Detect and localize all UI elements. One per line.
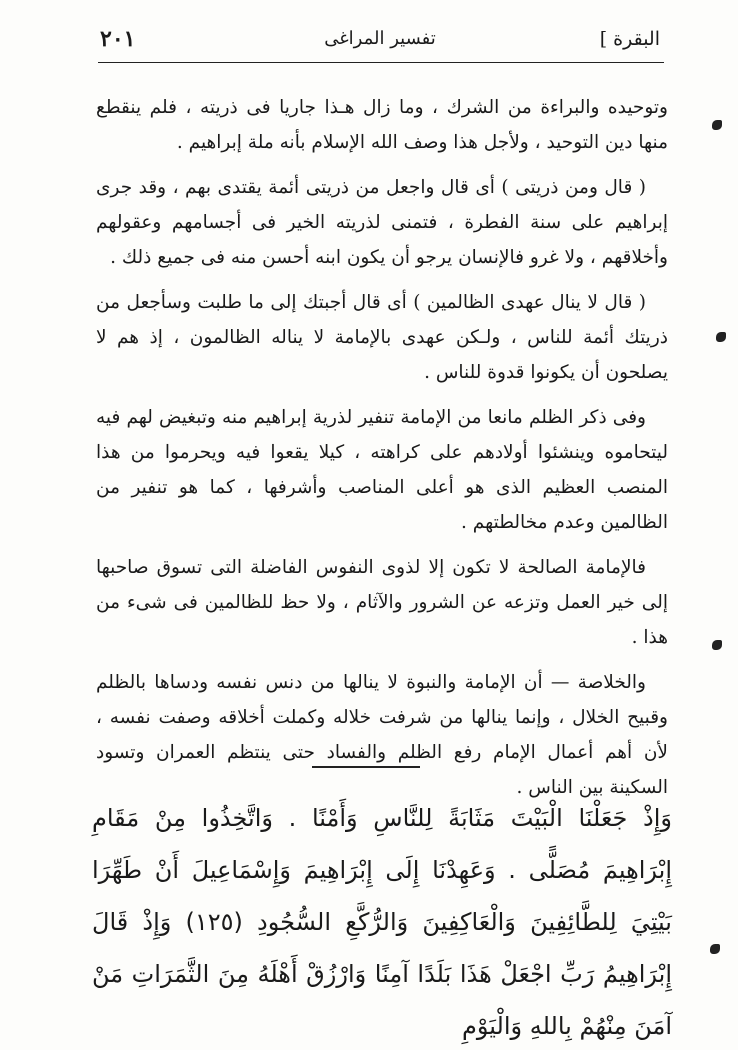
margin-mark: [712, 120, 722, 130]
quran-verses: وَإِذْ جَعَلْنَا الْبَيْتَ مَثَابَةً لِلنَّاسِ وَأَمْنًا . وَاتَّخِذُوا مِنْ مَقَامِ إِبْرَاهِيمَ مُصَلًّى . وَعَهِدْنَا إِلَى إِبْرَاهِيمَ وَإِسْمَاعِيلَ أَنْ طَهِّرَا بَيْتِيَ لِلطَّائِفِينَ وَالْعَاكِفِينَ وَالرُّكَّعِ السُّجُودِ (١٢٥) وَإِذْ قَالَ إِبْرَاهِيمُ رَبِّ اجْعَلْ هَذَا بَلَدًا آمِنًا وَارْزُقْ أَهْلَهُ مِنَ الثَّمَرَاتِ مَنْ آمَنَ مِنْهُمْ بِاللهِ وَالْيَوْمِ: [92, 804, 672, 1040]
paragraph: ( قال لا ينال عهدى الظالمين ) أى قال أجبتك إلى ما طلبت وسأجعل من ذريتك أئمة للناس ، ولـكن عهدى بالإمامة لا يناله الظالمون ، إذ هم لا يصلحون أن يكونوا قدوة للناس .: [96, 292, 668, 383]
book-title: تفسير المراغى: [324, 28, 436, 49]
margin-mark: [716, 332, 726, 342]
paragraph: والخلاصة — أن الإمامة والنبوة لا ينالها من دنس نفسه ودساها بالظلم وقبيح الخلال ، وإنما ينالها من شرفت خلاله وكملت أخلاقه وصفت نفسه ، لأن أهم أعمال الإمام رفع الظلم والفساد حتى ينتظم العمران وتسود السكينة بين الناس .: [96, 672, 668, 798]
paragraph: وفى ذكر الظلم مانعا من الإمامة تنفير لذرية إبراهيم منه وتبغيض لهم فيه ليتحاموه وينشئوا أولادهم على كراهته ، كيلا يقعوا فيه ويحرموا من هذا المنصب العظيم الذى هو أعلى المناصب وأشرفها ، كما هو تنفير من الظالمين وعدم مخالطتهم .: [96, 407, 668, 533]
commentary-text: [96, 90, 668, 815]
margin-mark: [712, 640, 722, 650]
margin-mark: [710, 944, 720, 954]
paragraph: ( قال ومن ذريتى ) أى قال واجعل من ذريتى أئمة يقتدى بهم ، وقد جرى إبراهيم على سنة الفطرة ، فتمنى لذريته الخير فى أجسامهم وعقولهم وأخلاقهم ، ولا غرو فالإنسان يرجو أن يكون ابنه أحسن منه فى جميع ذلك .: [96, 177, 668, 268]
surah-name: البقرة ]: [599, 28, 660, 50]
page-number: ٢٠١: [100, 26, 136, 52]
section-divider: [312, 766, 420, 768]
paragraph: فالإمامة الصالحة لا تكون إلا لذوى النفوس الفاضلة التى تسوق صاحبها إلى خير العمل وتزعه عن الشرور والآثام ، ولا حظ للظالمين فى شىء من هذا .: [96, 557, 668, 648]
page-header: [100, 26, 660, 60]
header-rule: [98, 62, 664, 63]
paragraph: وتوحيده والبراءة من الشرك ، وما زال هـذا جاريا فى ذريته ، فلم ينقطع منها دين التوحيد ، ولأجل هذا وصف الله الإسلام بأنه ملة إبراهيم .: [96, 97, 668, 153]
